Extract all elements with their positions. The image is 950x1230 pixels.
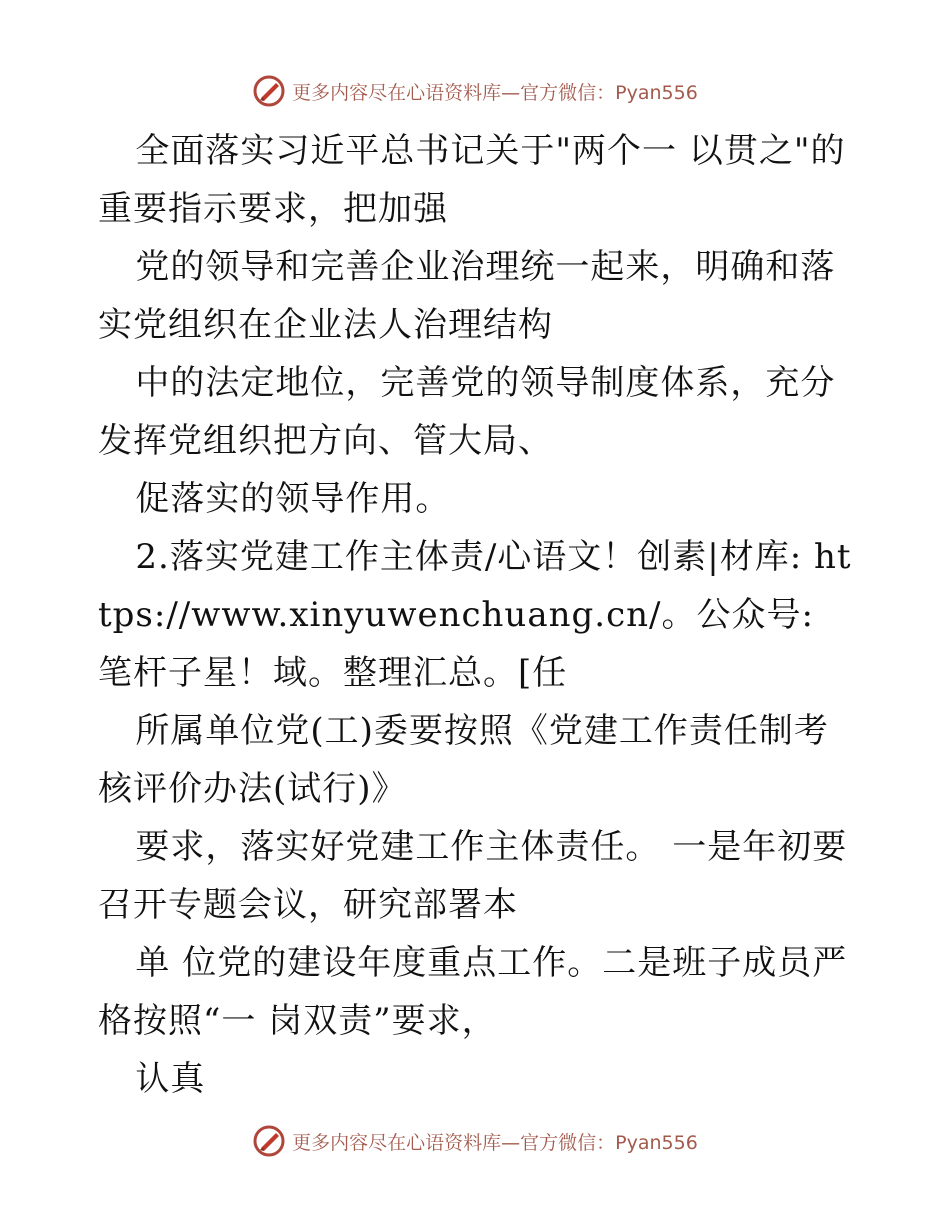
- paragraph: 单 位党的建设年度重点工作。二是班子成员严格按照“一 岗双责”要求，: [98, 943, 848, 1041]
- paragraph: 党的领导和完善企业治理统一起来，明确和落实党组织在企业法人治理结构: [98, 247, 836, 345]
- header-banner: [0, 74, 950, 108]
- paragraph: 中的法定地位，完善党的领导制度体系，充分发挥党组织把方向、管大局、: [98, 363, 836, 461]
- paragraph: 所属单位党(工)委要按照《党建工作责任制考核评价办法(试行)》: [98, 711, 829, 809]
- banner-text: 更多内容尽在心语资料库—官方微信：Pyan556: [292, 81, 698, 104]
- paragraph: 全面落实习近平总书记关于"两个一 以贯之"的重要指示要求，把加强: [98, 131, 846, 229]
- paragraph: 要求，落实好党建工作主体责任。 一是年初要召开专题会议，研究部署本: [98, 827, 848, 925]
- paragraph: 促落实的领导作用。: [135, 479, 451, 519]
- banner-text: 更多内容尽在心语资料库—官方微信：Pyan556: [292, 1131, 698, 1154]
- logo-icon: [252, 1124, 286, 1158]
- paragraph: 认真: [135, 1059, 206, 1099]
- footer-banner: [0, 1124, 950, 1158]
- paragraph: 2.落实党建工作主体责/心语文！创素|材库: https://www.xinyuwenchuang.cn/。公众号: 笔杆子星！域。整理汇总。[任: [98, 537, 852, 693]
- document-body: [98, 122, 858, 1108]
- logo-icon: [252, 74, 286, 108]
